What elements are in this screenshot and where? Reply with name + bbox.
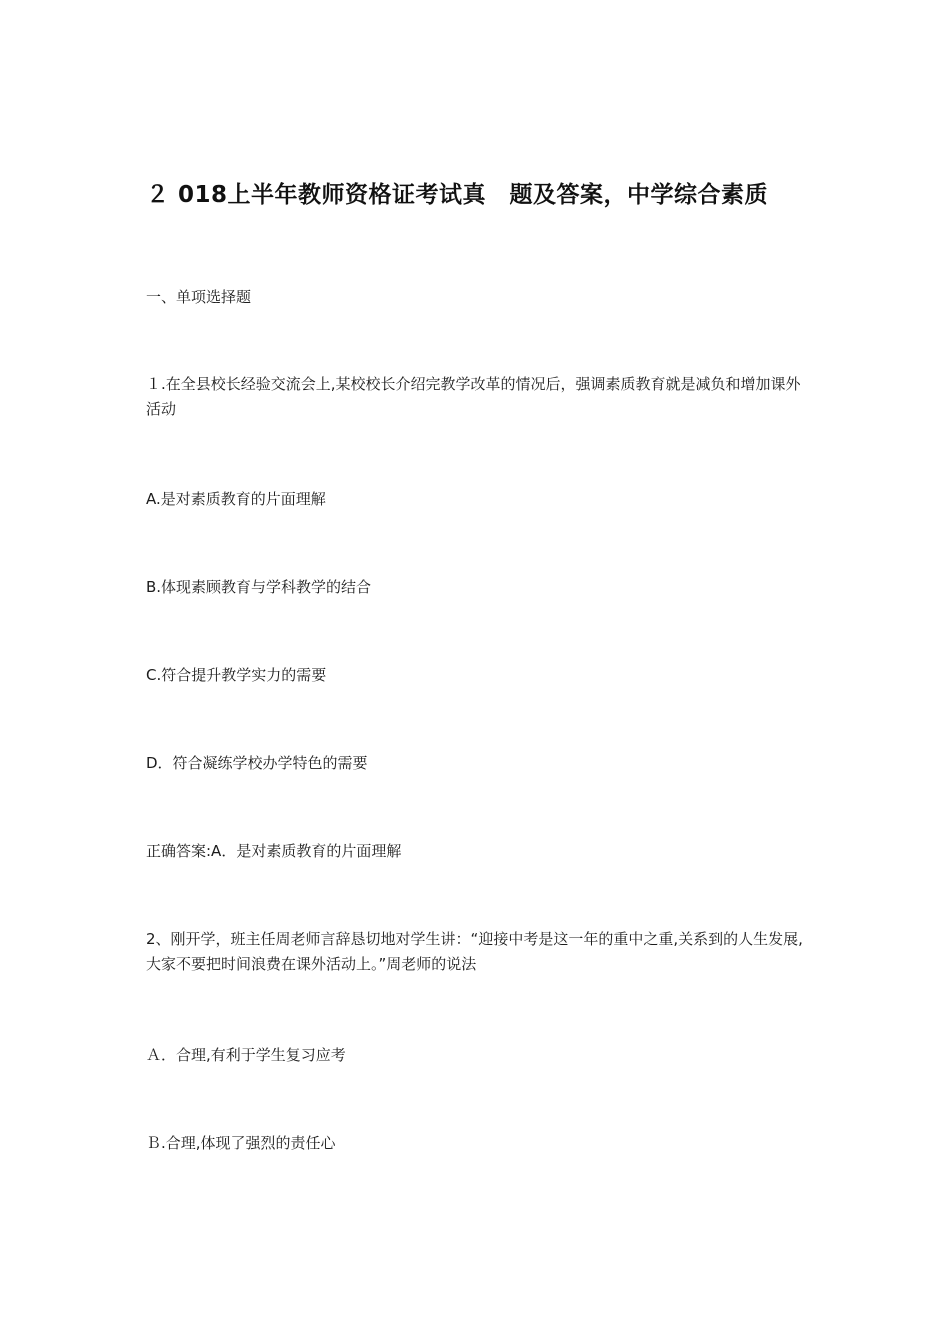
document-title: ２ 018上半年教师资格证考试真 题及答案，中学综合素质	[146, 182, 769, 208]
question-1-option-a: A.是对素质教育的片面理解	[146, 490, 326, 508]
question-1-option-c: C.符合提升教学实力的需要	[146, 666, 327, 684]
question-1-answer: 正确答案:A．是对素质教育的片面理解	[146, 842, 402, 860]
question-2-option-b: Ｂ.合理,体现了强烈的责任心	[146, 1134, 336, 1152]
question-1-option-d: D．符合凝练学校办学特色的需要	[146, 754, 368, 772]
question-2-stem: 2、刚开学，班主任周老师言辞恳切地对学生讲：“迎接中考是这一年的重中之重,关系到的人生发展,大家不要把时间浪费在课外活动上。”周老师的说法	[146, 930, 803, 973]
question-2-option-a: Ａ．合理,有利于学生复习应考	[146, 1046, 346, 1064]
question-1-option-b: B.体现素顾教育与学科教学的结合	[146, 578, 372, 596]
question-1-stem: １.在全县校长经验交流会上,某校校长介绍完教学改革的情况后，强调素质教育就是减负和增加课外活动	[146, 375, 801, 418]
section-heading: 一、单项选择题	[146, 288, 252, 306]
